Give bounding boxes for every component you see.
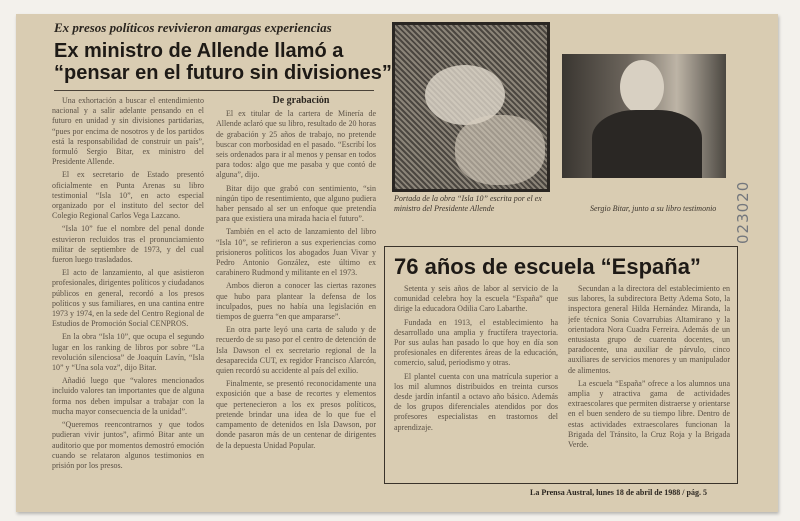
article-paragraph: “Queremos reencontrarnos y que todos pudieran vivir juntos”, afirmó Bitar ante un auditorio que por momentos demostró emoción cuando se relataron algunos testimonios en prisión por los presos. xyxy=(52,420,204,470)
sidebar-paragraph: Secundan a la directora del establecimiento en sus labores, la subdirectora Betty Adema Soto, la inspectora general Hilda Hernández Miranda, la jefe técnica Sonia Covarrubias Altamirano y la orientadora Nora Cuadra Ferreira. Además de un entusiasta grupo de cuarenta docentes, un paradocente, una auxiliar de párvulo, cinco auxiliares de servicios menores y un manipulador de alimentos. xyxy=(568,284,730,375)
sidebar-paragraph: Fundada en 1913, el establecimiento ha desarrollado una amplia y fructífera trayectoria. Por sus aulas han pasado lo que hoy en día son profesionales en diferentes áreas de la educación, comercio, salud, periodismo y otras. xyxy=(394,317,558,368)
sidebar-paragraph: El plantel cuenta con una matrícula superior a los mil alumnos distribuidos en treinta cursos desde jardín infantil a octavo año básico. Además de los grupos diferenciales atendidos por dos profesores especialistas en trastornos del aprendizaje. xyxy=(394,371,558,432)
sidebar-column-2 xyxy=(568,284,730,478)
article-paragraph: El ex secretario de Estado presentó oficialmente en Punta Arenas su libro testimonial “Isla 10”, en acto especial organizado por el instituto del sector del Colegio Regional Carlos Vega Lazcano. xyxy=(52,170,204,221)
article-paragraph: El ex titular de la cartera de Minería de Allende aclaró que su libro, resultado de 20 horas de grabación y 25 años de trabajo, no pretende buscar con morbosidad en el pasado. “Escribí los seis ordenados para ir al menos y pensar en todos para todos: algo que me pasaba y que contó de alguna”, dijo. xyxy=(216,109,376,180)
article-paragraph: Añadió luego que “valores mencionados incluido valores tan importantes que de alguna forma nos deben impulsar a trabajar con la mucha mayor consecuencia de la unidad”. xyxy=(52,376,204,416)
book-cover-caption: Portada de la obra “Isla 10” escrita por el ex ministro del Presidente Allende xyxy=(394,194,542,213)
page-footer: La Prensa Austral, lunes 18 de abril de 1988 / pág. 5 xyxy=(530,488,707,497)
article-paragraph: Finalmente, se presentó reconocidamente una exposición que a base de recortes y elementos que pertenecieron a los ex presos políticos, pretende brindar una idea de lo que fue el campamento de detenidos en Isla Dawson, por donde pasaron más de un centenar de dirigentes de la depuesta Unidad Popular. xyxy=(216,379,376,450)
portrait-photo xyxy=(562,54,726,178)
sidebar-column-1 xyxy=(394,284,558,478)
sidebar-paragraph: Setenta y seis años de labor al servicio de la comunidad celebra hoy la escuela “España” que dirige la educadora Odilia Caro Labarthe. xyxy=(394,284,558,314)
article-headline: Ex ministro de Allende llamó a “pensar en el futuro sin divisiones” xyxy=(54,40,392,84)
article-paragraph: “Isla 10” fue el nombre del penal donde estuvieron recluidos tras el pronunciamiento militar de septiembre de 1973, y del cual fueron luego trasladados. xyxy=(52,224,204,265)
article-column-2 xyxy=(216,96,376,488)
article-paragraph: También en el acto de lanzamiento del libro “Isla 10”, se refirieron a sus experiencias como prisioneros políticos los abogados Juan Vivar y Pedro Antonio González, este último ex carabinero Rudmond y militante en el 1973. xyxy=(216,227,376,278)
portrait-caption: Sergio Bitar, junto a su libro testimonio xyxy=(590,204,717,213)
sidebar-paragraph: La escuela “España” ofrece a los alumnos una amplia y atractiva gama de actividades extraescolares que permiten distraerse y orientarse en el buen sendero de su tiempo libre. Dentro de estas actividades extraescolares funcionan la Brigada del Tránsito, la Cruz Roja y la Brigada Verde. xyxy=(568,378,730,450)
article-paragraph: Ambos dieron a conocer las ciertas razones que hubo para plantear la defensa de los inculpados, pues no había una legislación en tiempos de guerra “en que ampararse”. xyxy=(216,281,376,322)
headline-rule xyxy=(54,90,374,91)
book-cover-photo xyxy=(392,22,550,192)
article-column-1 xyxy=(52,96,204,488)
newspaper-clipping xyxy=(16,14,778,512)
handwritten-number: 023020 xyxy=(734,180,752,244)
article-paragraph: En otra parte leyó una carta de saludo y de recuerdo de su paso por el centro de detención de Isla Dawson el ex secretario regional de la desaparecida CUT, ex regidor Francisco Alarcón, quien recordó su accidente al país del exilio. xyxy=(216,325,376,376)
article-paragraph: El acto de lanzamiento, al que asistieron profesionales, dirigentes políticos y ciudadanos públicos en general, recordó a los presos políticos y sus familiares, en una cantina entre 1973 y 1974, en la sede del Centro Regional de Estudios de Promoción Social CENPROS. xyxy=(52,268,204,329)
article-paragraph: En la obra “Isla 10”, que ocupa el segundo lugar en los ranking de libros por sobre “La revolución silenciosa” de Joaquín Lavín, “Isla 10” y “Una sola voz”, dijo Bitar. xyxy=(52,332,204,373)
article-paragraph: Bitar dijo que grabó con sentimiento, “sin ningún tipo de resentimiento, que alguno pudiera haber pensado al ser un enfoque que pretendía para que existiera una mirada hacia el futuro”. xyxy=(216,183,376,224)
article-paragraph: Una exhortación a buscar el entendimiento nacional y a salir adelante pensando en el futuro en unidad y sin divisiones partidarias, “pues por encima de nosotros y de los partidos está la responsabilidad de construir un país”, formuló Sergio Bitar, ex ministro del Presidente Allende. xyxy=(52,96,204,167)
article-kicker: Ex presos políticos revivieron amargas experiencias xyxy=(54,20,332,35)
sidebar-title: 76 años de escuela “España” xyxy=(394,254,701,279)
article-subhead: De grabación xyxy=(272,96,330,106)
